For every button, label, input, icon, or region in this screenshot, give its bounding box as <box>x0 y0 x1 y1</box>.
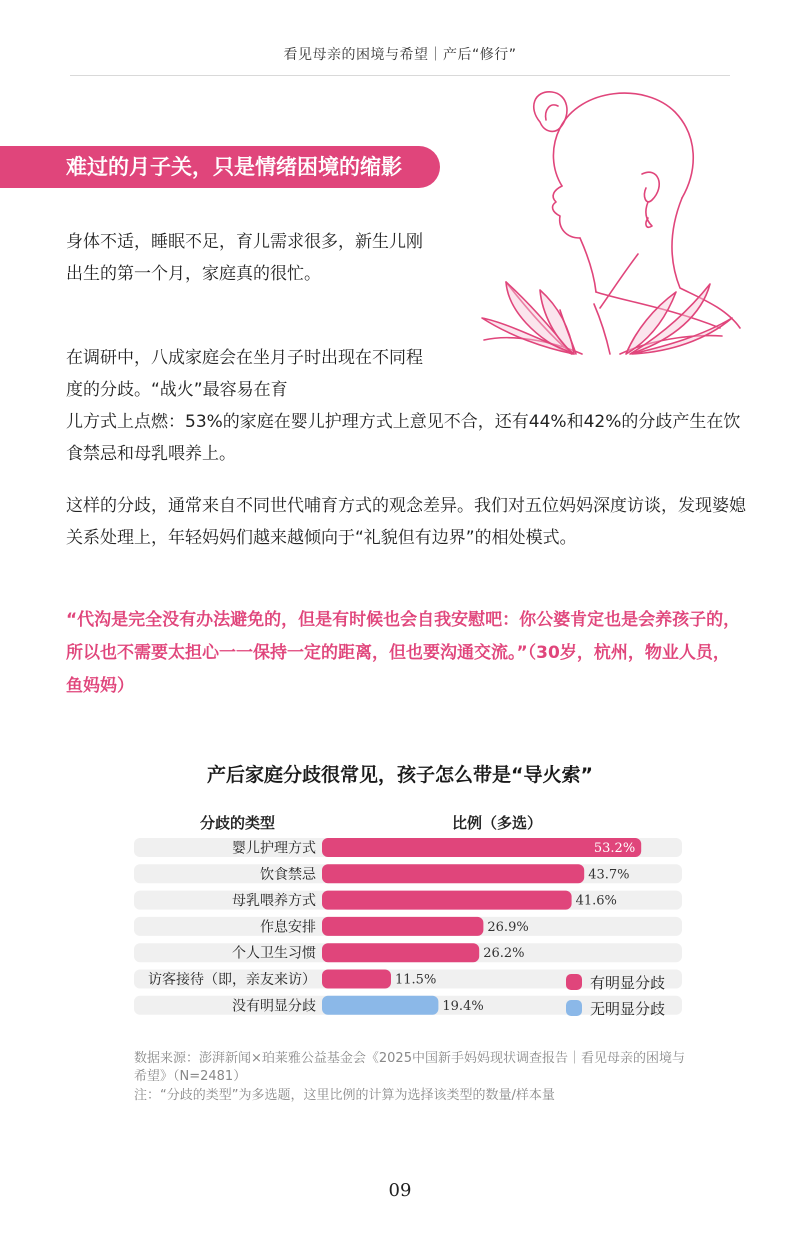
header-divider <box>70 75 730 76</box>
value-label: 26.9% <box>487 919 529 935</box>
bar <box>322 943 479 962</box>
value-label: 41.6% <box>575 893 617 909</box>
bar <box>322 970 391 989</box>
value-label: 43.7% <box>588 867 630 883</box>
divergence-bar-chart <box>0 830 800 1030</box>
legend-swatch-divergent <box>566 974 582 990</box>
body-paragraph-3: 这样的分歧，通常来自不同世代哺育方式的观念差异。我们对五位妈妈深度访谈，发现婆媳关系处理上，年轻妈妈们越来越倾向于“礼貌但有边界”的相处模式。 <box>66 496 746 548</box>
data-source: 数据来源：澎湃新闻×珀莱雅公益基金会《2025中国新手妈妈现状调查报告｜看见母亲的困境与希望》（N=2481） <box>134 1051 685 1084</box>
value-label: 26.2% <box>483 946 525 962</box>
category-label: 饮食禁忌 <box>260 866 316 883</box>
legend-item-divergent <box>566 972 665 992</box>
mother-line-illustration <box>470 78 750 368</box>
legend-label-no-divergence: 无明显分歧 <box>590 999 666 1018</box>
category-label: 访客接待（即，亲友来访） <box>148 972 316 988</box>
category-label: 没有明显分歧 <box>232 998 316 1015</box>
bar <box>322 917 483 936</box>
category-label: 个人卫生习惯 <box>232 945 316 962</box>
bar <box>322 864 584 883</box>
category-label: 婴儿护理方式 <box>232 840 316 857</box>
chart-column-header-value: 比例（多选） <box>452 814 543 832</box>
category-label: 母乳喂养方式 <box>232 893 316 910</box>
body-paragraph-2-rest: 儿方式上点燃：53%的家庭在婴儿护理方式上意见不合，还有44%和42%的分歧产生在饮食禁忌和母乳喂养上。 <box>66 412 741 464</box>
legend-label-divergent: 有明显分歧 <box>590 973 666 992</box>
chart-column-header-category: 分歧的类型 <box>200 814 276 832</box>
interview-quote: “代沟是完全没有办法避免的，但是有时候也会自我安慰吧：你公婆肯定也是会养孩子的，所以也不需要太担心一一保持一定的距离，但也要沟通交流。”（30岁，杭州，物业人员，鱼妈妈） <box>66 610 741 696</box>
page-number: 09 <box>388 1180 412 1201</box>
legend-swatch-no-divergence <box>566 1000 582 1016</box>
data-note: 注：“分歧的类型”为多选题，这里比例的计算为选择该类型的数量/样本量 <box>134 1088 555 1103</box>
category-label: 作息安排 <box>260 919 316 936</box>
body-paragraph-2-start: 在调研中，八成家庭会在坐月子时出现在不同程度的分歧。“战火”最容易在育 <box>66 348 423 400</box>
bar <box>322 891 572 910</box>
legend-item-no-divergence <box>566 998 665 1018</box>
chart-title: 产后家庭分歧很常见，孩子怎么带是“导火索” <box>207 764 593 786</box>
running-header: 看见母亲的困境与希望｜产后“修行” <box>283 47 517 63</box>
body-paragraph-1: 身体不适，睡眠不足，育儿需求很多，新生儿刚出生的第一个月，家庭真的很忙。 <box>66 232 423 284</box>
section-title: 难过的月子关，只是情绪困境的缩影 <box>66 155 402 179</box>
value-label: 19.4% <box>442 998 484 1014</box>
value-label: 53.2% <box>593 841 636 856</box>
value-label: 11.5% <box>395 972 437 988</box>
bar <box>322 996 438 1015</box>
